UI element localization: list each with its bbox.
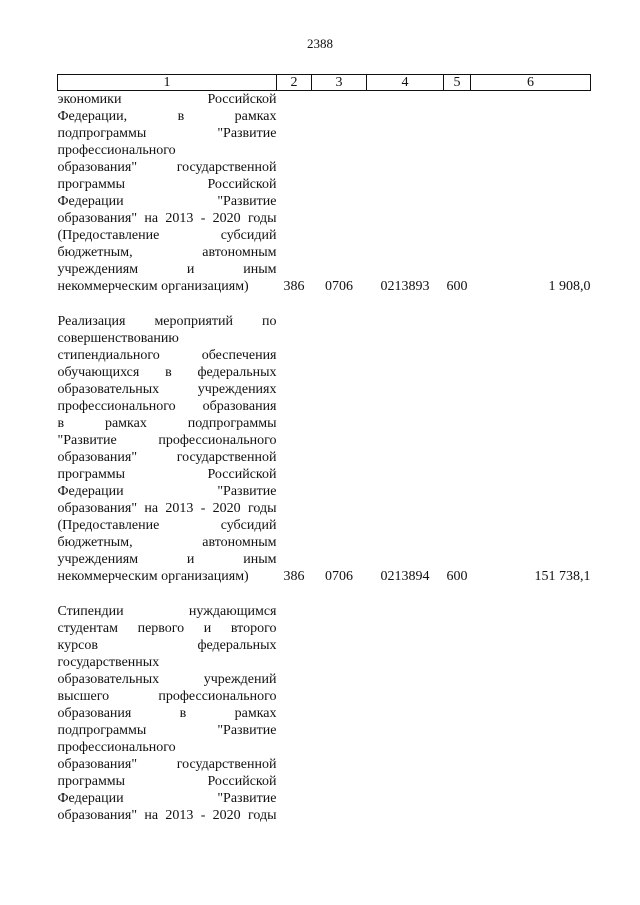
- header-col-4: 4: [367, 75, 444, 91]
- row-spacer: [58, 585, 591, 603]
- description-line: образования" на 2013 - 2020 годы: [57, 808, 277, 823]
- description-line: образования" государственной: [57, 160, 277, 175]
- row-spacer: [58, 295, 591, 313]
- cell-target-article: 0213893: [380, 279, 430, 294]
- row-description: [58, 603, 277, 824]
- description-line: бюджетным, автономным: [57, 535, 277, 550]
- description-line: программы Российской: [57, 467, 277, 482]
- description-line: (Предоставление субсидий: [57, 228, 277, 243]
- description-line: обучающихся в федеральных: [57, 365, 277, 380]
- description-line: подпрограммы "Развитие: [57, 126, 277, 141]
- header-col-6: 6: [471, 75, 591, 91]
- description-line: Федерации, в рамках: [57, 109, 277, 124]
- description-line: (Предоставление субсидий: [57, 518, 277, 533]
- description-line: программы Российской: [57, 774, 277, 789]
- cell-ministry-code: [277, 603, 312, 824]
- cell-ministry-code: 386: [283, 279, 305, 294]
- description-line: курсов федеральных: [57, 638, 277, 653]
- row-description: [58, 91, 277, 296]
- budget-table: [57, 74, 591, 824]
- cell-section-code: 0706: [325, 569, 353, 584]
- description-line: бюджетным, автономным: [57, 245, 277, 260]
- description-line: Федерации "Развитие: [57, 791, 277, 806]
- description-line: профессионального образования: [57, 399, 277, 414]
- cell-amount: [471, 603, 591, 824]
- description-line: студентам первого и второго: [57, 621, 277, 636]
- description-line: образования в рамках: [57, 706, 277, 721]
- description-line: образования" государственной: [57, 450, 277, 465]
- description-line: совершенствованию: [57, 331, 179, 346]
- description-line: Федерации "Развитие: [57, 194, 277, 209]
- description-line: "Развитие профессионального: [57, 433, 277, 448]
- page-number: 2388: [307, 36, 333, 51]
- description-line: образовательных учреждений: [57, 672, 277, 687]
- cell-target-article: 0213894: [380, 569, 430, 584]
- cell-ministry-code: 386: [283, 569, 305, 584]
- cell-expense-type: 600: [446, 279, 468, 294]
- cell-amount: 151 738,1: [534, 569, 591, 584]
- description-line: подпрограммы "Развитие: [57, 723, 277, 738]
- description-line: программы Российской: [57, 177, 277, 192]
- description-line: государственных: [57, 655, 160, 670]
- header-col-1: 1: [58, 75, 277, 91]
- description-line: профессионального: [57, 740, 176, 755]
- description-line: некоммерческим организациям): [57, 569, 249, 584]
- description-line: некоммерческим организациям): [57, 279, 249, 294]
- cell-section-code: [312, 603, 367, 824]
- table-row: [58, 603, 591, 824]
- cell-target-article: [367, 603, 444, 824]
- description-line: образования" на 2013 - 2020 годы: [57, 211, 277, 226]
- cell-expense-type: 600: [446, 569, 468, 584]
- description-line: экономики Российской: [57, 92, 277, 107]
- description-line: стипендиального обеспечения: [57, 348, 277, 363]
- description-line: учреждениям и иным: [57, 262, 277, 277]
- description-line: Стипендии нуждающимся: [57, 604, 277, 619]
- description-line: высшего профессионального: [57, 689, 277, 704]
- description-line: образования" на 2013 - 2020 годы: [57, 501, 277, 516]
- cell-section-code: 0706: [325, 279, 353, 294]
- description-line: учреждениям и иным: [57, 552, 277, 567]
- header-col-2: 2: [277, 75, 312, 91]
- description-line: Федерации "Развитие: [57, 484, 277, 499]
- row-description: [58, 313, 277, 585]
- description-line: в рамках подпрограммы: [57, 416, 277, 431]
- description-line: образовательных учреждениях: [57, 382, 277, 397]
- cell-expense-type: [444, 603, 471, 824]
- cell-amount: 1 908,0: [548, 279, 591, 294]
- table-row: [58, 91, 591, 296]
- header-col-5: 5: [444, 75, 471, 91]
- header-row: [58, 75, 591, 91]
- description-line: профессионального: [57, 143, 176, 158]
- description-line: Реализация мероприятий по: [57, 314, 277, 329]
- table-row: [58, 313, 591, 585]
- description-line: образования" государственной: [57, 757, 277, 772]
- header-col-3: 3: [312, 75, 367, 91]
